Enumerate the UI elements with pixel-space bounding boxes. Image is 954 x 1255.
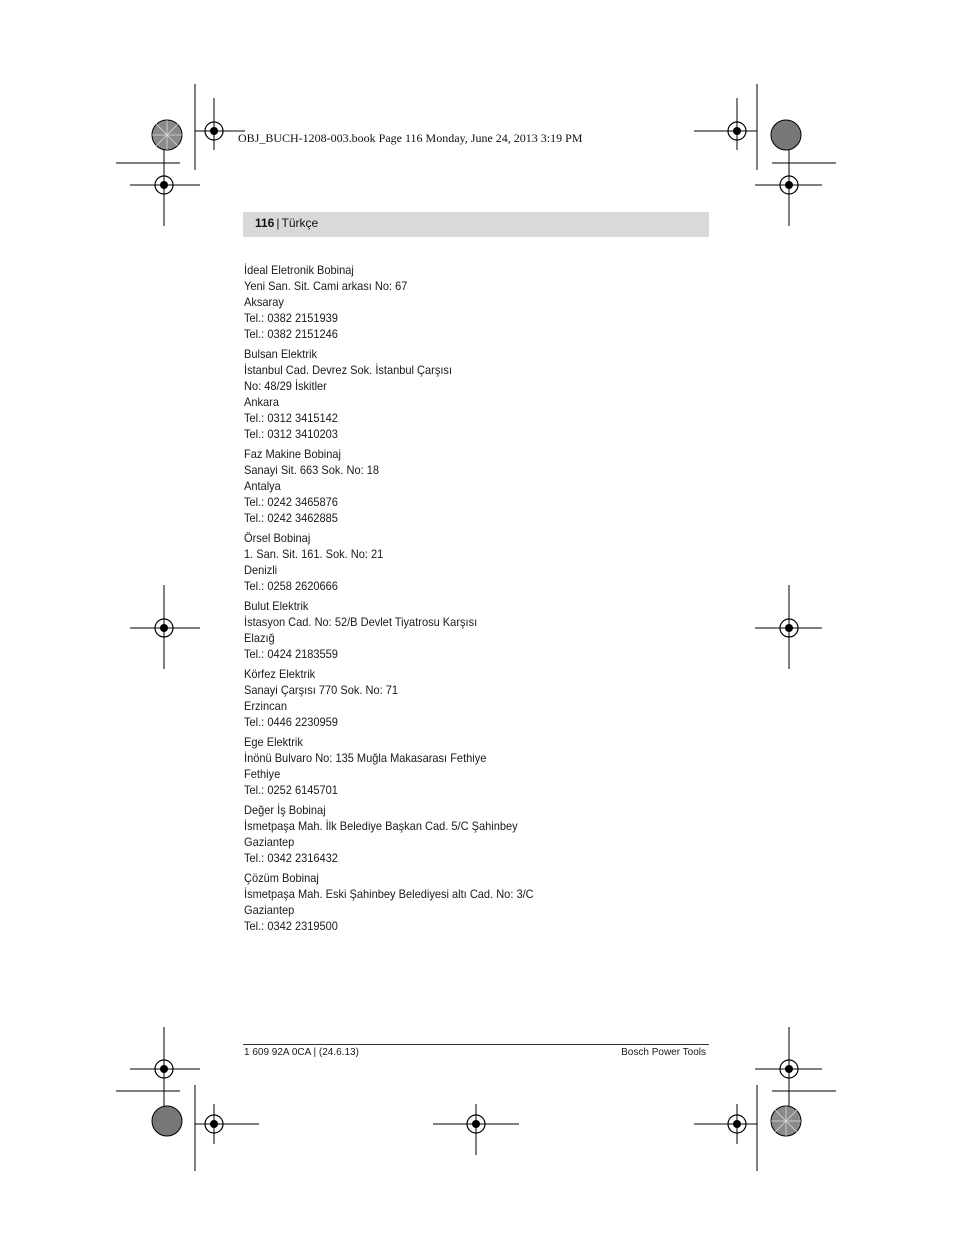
dealer-name: Faz Makine Bobinaj [244, 447, 341, 461]
dealer-detail-line: Yeni San. Sit. Cami arkası No: 67 [244, 279, 408, 293]
dealer-detail-line: Tel.: 0382 2151939 [244, 311, 338, 325]
page-header [243, 212, 709, 237]
dealer-detail-line: Gaziantep [244, 835, 295, 849]
dealer-detail-line: Sanayi Çarşısı 770 Sok. No: 71 [244, 683, 399, 697]
dealer-detail-line: İnönü Bulvaro No: 135 Muğla Makasarası Fethiye [244, 751, 487, 765]
dealer-detail-line: Ankara [244, 395, 279, 409]
dealer-name: Bulsan Elektrik [244, 347, 318, 361]
dealer-entry [244, 446, 667, 526]
dealer-detail-line: Tel.: 0258 2620666 [244, 579, 338, 593]
dealer-detail-line: Tel.: 0242 3465876 [244, 495, 338, 509]
dealer-detail-line: 1. San. Sit. 161. Sok. No: 21 [244, 547, 384, 561]
dealer-entry [244, 802, 667, 866]
dealer-name: Örsel Bobinaj [244, 531, 311, 545]
dealer-name: İdeal Eletronik Bobinaj [244, 263, 354, 277]
dealer-detail-line: Sanayi Sit. 663 Sok. No: 18 [244, 463, 380, 477]
dealer-entry [244, 530, 667, 594]
dealer-list [244, 262, 667, 938]
dealer-entry [244, 666, 667, 730]
dealer-name: Çözüm Bobinaj [244, 871, 319, 885]
dealer-detail-line: Tel.: 0312 3410203 [244, 427, 338, 441]
header-separator: | [276, 216, 280, 230]
print-info: OBJ_BUCH-1208-003.book Page 116 Monday, June 24, 2013 3:19 PM [238, 131, 583, 145]
dealer-detail-line: Tel.: 0342 2319500 [244, 919, 338, 933]
dealer-detail-line: No: 48/29 İskitler [244, 379, 327, 393]
header-text [255, 216, 318, 230]
dealer-detail-line: İstanbul Cad. Devrez Sok. İstanbul Çarşısı [244, 363, 453, 377]
dealer-detail-line: Fethiye [244, 767, 281, 781]
dealer-detail-line: Tel.: 0446 2230959 [244, 715, 338, 729]
dealer-detail-line: Antalya [244, 479, 281, 493]
dealer-name: Bulut Elektrik [244, 599, 309, 613]
dealer-detail-line: Tel.: 0252 6145701 [244, 783, 338, 797]
dealer-name: Körfez Elektrik [244, 667, 316, 681]
footer-code: 1 609 92A 0CA | (24.6.13) [244, 1047, 359, 1058]
page-number: 116 [255, 216, 275, 230]
dealer-name: Değer İş Bobinaj [244, 803, 326, 817]
dealer-entry [244, 598, 667, 662]
footer-brand: Bosch Power Tools [621, 1047, 706, 1058]
dealer-name: Ege Elektrik [244, 735, 303, 749]
dealer-detail-line: Gaziantep [244, 903, 295, 917]
dealer-detail-line: Tel.: 0382 2151246 [244, 327, 338, 341]
dealer-detail-line: Elazığ [244, 631, 275, 645]
dealer-detail-line: Tel.: 0342 2316432 [244, 851, 338, 865]
dealer-detail-line: İstasyon Cad. No: 52/B Devlet Tiyatrosu Karşısı [244, 615, 478, 629]
dealer-entry [244, 734, 667, 798]
dealer-detail-line: Denizli [244, 563, 278, 577]
dealer-entry [244, 870, 667, 934]
dealer-detail-line: İsmetpaşa Mah. Eski Şahinbey Belediyesi altı Cad. No: 3/C [244, 887, 534, 901]
dealer-detail-line: Tel.: 0312 3415142 [244, 411, 338, 425]
header-language: Türkçe [281, 216, 319, 230]
footer-divider [243, 1044, 709, 1045]
dealer-detail-line: Aksaray [244, 295, 284, 309]
dealer-entry [244, 346, 667, 442]
dealer-detail-line: İsmetpaşa Mah. İlk Belediye Başkan Cad. 5/C Şahinbey [244, 819, 518, 833]
dealer-detail-line: Tel.: 0424 2183559 [244, 647, 338, 661]
dealer-entry [244, 262, 667, 342]
dealer-detail-line: Erzincan [244, 699, 287, 713]
dealer-detail-line: Tel.: 0242 3462885 [244, 511, 338, 525]
